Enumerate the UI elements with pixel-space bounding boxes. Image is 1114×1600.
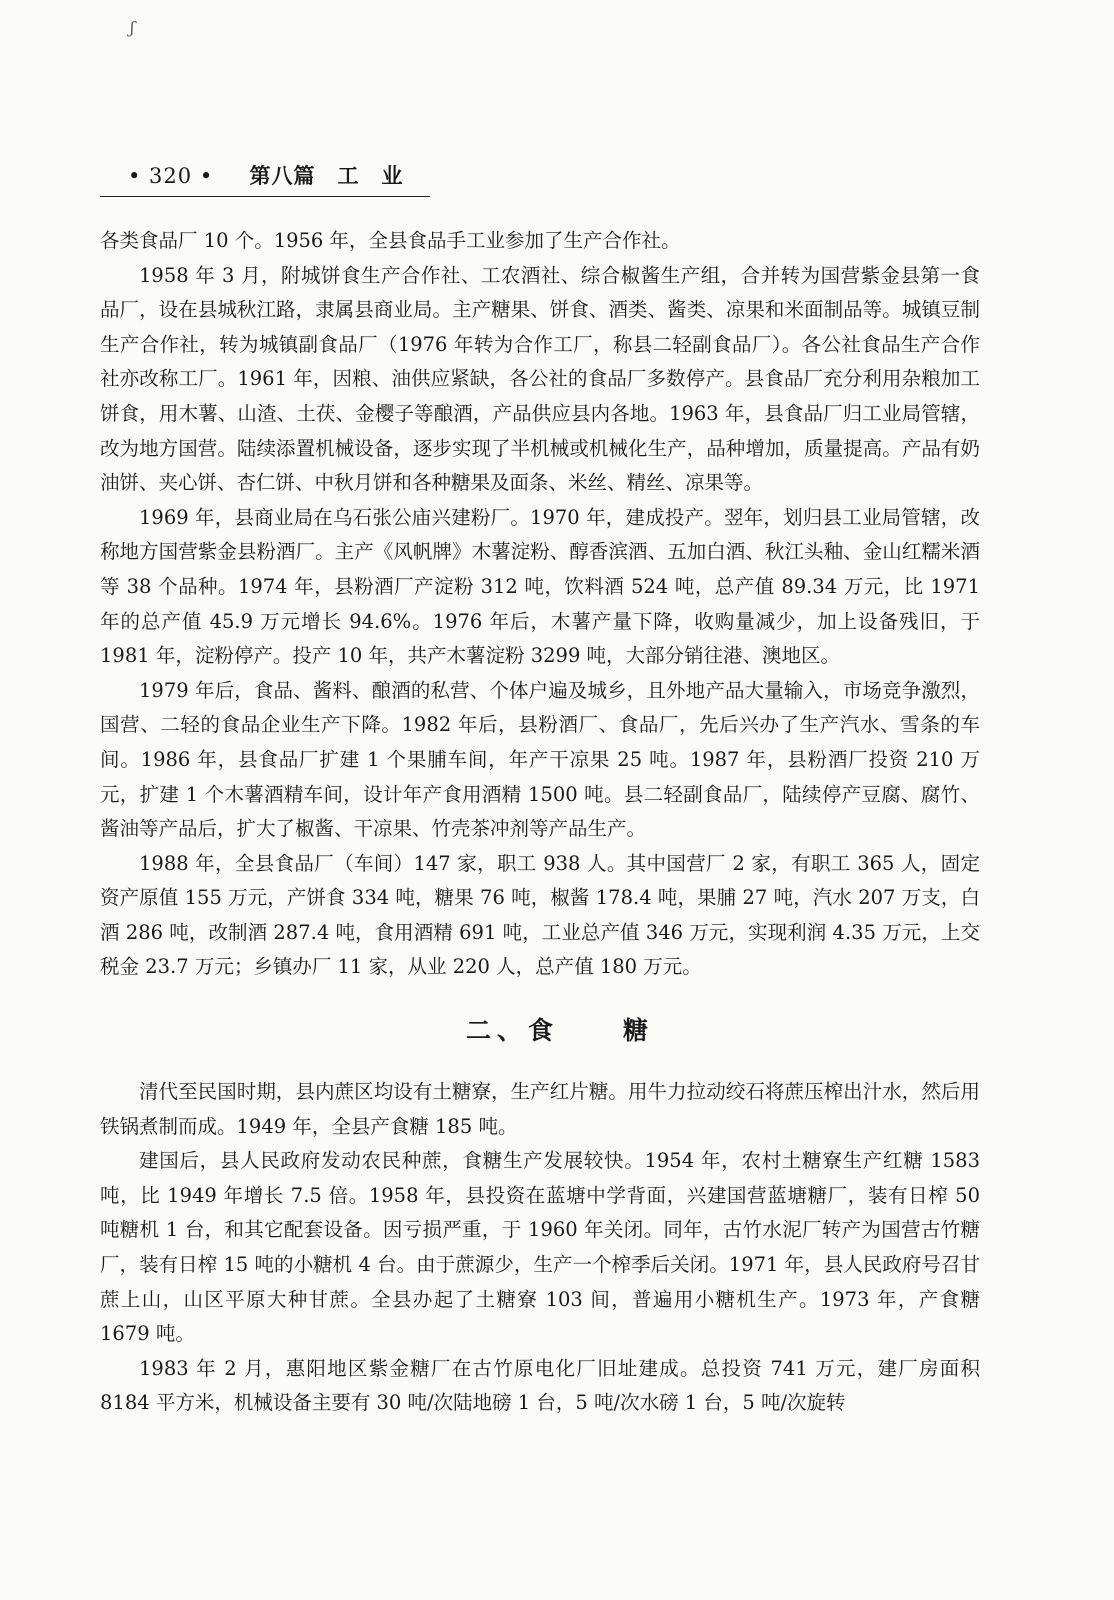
header-rule (100, 196, 430, 197)
paragraph: 各类食品厂 10 个。1956 年，全县食品手工业参加了生产合作社。 (100, 229, 681, 252)
paragraph: 建国后，县人民政府发动农民种蔗，食糖生产发展较快。1954 年，农村土糖寮生产红糖 1583 吨，比 1949 年增长 7.5 倍。1958 年，县投资在蓝塘中学背面，兴建国营蓝塘糖厂，装有日榨 50 吨糖机 1 台，和其它配套设备。因亏损严重，于 1960 年关闭。同年，古竹水泥厂转产为国营古竹糖厂，装有日榨 15 吨的小糖机 4 台。由于蔗源少，生产一个榨季后关闭。1971 年，县人民政府号召甘蔗上山，山区平原大种甘蔗。全县办起了土糖寮 103 间，普遍用小糖机生产。1973 年，产食糖 1679 吨。 (100, 1149, 980, 1346)
page-number: • 320 • (128, 164, 214, 188)
paragraph: 1969 年，县商业局在乌石张公庙兴建粉厂。1970 年，建成投产。翌年，划归县工业局管辖，改称地方国营紫金县粉酒厂。主产《风帆牌》木薯淀粉、醇香滨酒、五加白酒、秋江头釉、金山红糯米酒等 38 个品种。1974 年，县粉酒厂产淀粉 312 吨，饮料酒 524 吨，总产值 89.34 万元，比 1971 年的总产值 45.9 万元增长 94.6%。1976 年后，木薯产量下降，收购量减少，加上设备残旧，于 1981 年，淀粉停产。投产 10 年，共产木薯淀粉 3299 吨，大部分销往港、澳地区。 (100, 505, 980, 668)
body-text (100, 224, 980, 1421)
paragraph: 1958 年 3 月，附城饼食生产合作社、工农酒社、综合椒酱生产组，合并转为国营紫金县第一食品厂，设在县城秋江路，隶属县商业局。主产糖果、饼食、酒类、酱类、凉果和米面制品等。城镇豆制生产合作社，转为城镇副食品厂（1976 年转为合作工厂，称县二轻副食品厂）。各公社食品生产合作社亦改称工厂。1961 年，因粮、油供应紧缺，各公社的食品厂多数停产。县食品厂充分利用杂粮加工饼食，用木薯、山渣、土茯、金樱子等酿酒，产品供应县内各地。1963 年，县食品厂归工业局管辖，改为地方国营。陆续添置机械设备，逐步实现了半机械或机械化生产，品种增加，质量提高。产品有奶油饼、夹心饼、杏仁饼、中秋月饼和各种糖果及面条、米丝、精丝、凉果等。 (100, 263, 980, 495)
section-heading-part1: 二、食 (465, 1016, 559, 1046)
paragraph: 1979 年后，食品、酱料、酿酒的私营、个体户遍及城乡，且外地产品大量输入，市场竞争激烈，国营、二轻的食品企业生产下降。1982 年后，县粉酒厂、食品厂，先后兴办了生产汽水、雪条的车间。1986 年，县食品厂扩建 1 个果脯车间，年产干凉果 25 吨。1987 年，县粉酒厂投资 210 万元，扩建 1 个木薯酒精车间，设计年产食用酒精 1500 吨。县二轻副食品厂，陆续停产豆腐、腐竹、酱油等产品后，扩大了椒酱、干凉果、竹壳茶冲剂等产品生产。 (100, 678, 980, 841)
paragraph: 清代至民国时期，县内蔗区均设有土糖寮，生产红片糖。用牛力拉动绞石将蔗压榨出汁水，然后用铁锅煮制而成。1949 年，全县产食糖 185 吨。 (100, 1080, 980, 1138)
section-heading-part2: 糖 (623, 1016, 655, 1046)
page-header (128, 160, 404, 190)
pencil-mark: ʃ (130, 18, 135, 37)
section-heading (100, 1011, 980, 1051)
chapter-title: 第八篇 工 业 (249, 163, 404, 188)
paragraph: 1983 年 2 月，惠阳地区紫金糖厂在古竹原电化厂旧址建成。总投资 741 万元，建厂房面积 8184 平方米，机械设备主要有 30 吨/次陆地磅 1 台，5 吨/次水磅 1 台，5 吨/次旋转 (100, 1356, 980, 1415)
paragraph: 1988 年，全县食品厂（车间）147 家，职工 938 人。其中国营厂 2 家，有职工 365 人，固定资产原值 155 万元，产饼食 334 吨，糖果 76 吨，椒酱 178.4 吨，果脯 27 吨，汽水 207 万支，白酒 286 吨，改制酒 287.4 吨，食用酒精 691 吨，工业总产值 346 万元，实现利润 4.35 万元，上交税金 23.7 万元；乡镇办厂 11 家，从业 220 人，总产值 180 万元。 (100, 851, 980, 979)
